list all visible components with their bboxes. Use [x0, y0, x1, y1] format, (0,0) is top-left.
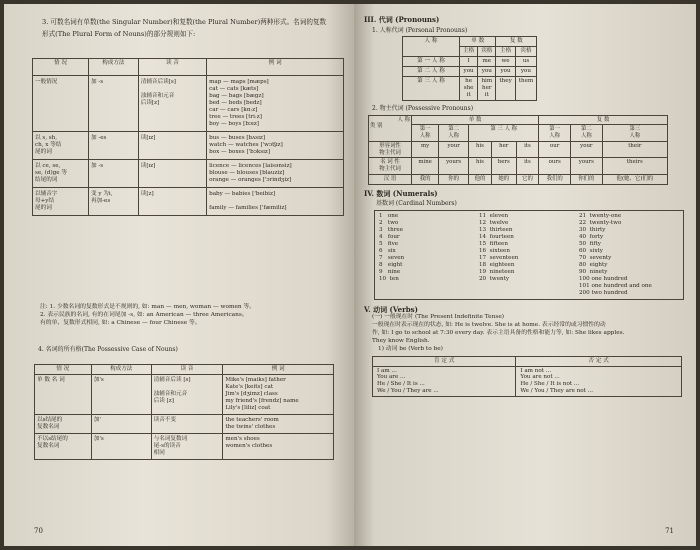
pronoun-cell: you [460, 67, 478, 77]
pronoun-cell: yours [439, 158, 469, 175]
number-item: 90 ninety [579, 268, 608, 275]
col-header-method: 构成方法 [91, 365, 151, 375]
cardinal-numbers-box [374, 210, 684, 300]
person-header: 第 三 人 称 [469, 125, 539, 142]
number-item: 21 twenty-one [579, 212, 622, 219]
pronoun-cell: ours [539, 158, 571, 175]
cell-method: 加 -es [88, 131, 138, 159]
pronoun-cell: your [439, 141, 469, 158]
verbs-title: V. 动词 (Verbs) [364, 304, 418, 314]
number-item: 6 six [379, 247, 396, 254]
number-item: 1 one [379, 212, 399, 219]
cell-examples: map — maps [mæps] cat — cats [kæts] bag — bags [bægz] bed — beds [bedz] car — cars [kɑːz] tree — trees [triːz] boy — boys [bɔɪz] [207, 76, 344, 132]
verb-be-table [372, 356, 682, 398]
number-item: 18 eighteen [479, 261, 515, 268]
pronoun-cell: you [515, 67, 536, 77]
cell-method: 加's [91, 433, 151, 459]
cell-sound: 读音不变 [151, 414, 223, 433]
corner-bottom-label: 类 别 [370, 123, 383, 130]
pronoun-cell: 他(她、它)们的 [602, 174, 667, 184]
plural-heading-line2: 形式(The Plural Form of Nouns)的部分规则如下: [42, 30, 196, 39]
person-header: 第一 人称 [539, 125, 571, 142]
table-row [33, 131, 344, 159]
cell-case: 以 s, sh, ch, x 等结 尾的词 [33, 131, 89, 159]
cell-examples: the teachers' room the twins' clothes [223, 414, 334, 433]
singular-header: 单 数 [460, 37, 496, 47]
possessive-case-table [34, 364, 334, 460]
cell-method: 变 y 为i, 再加-es [88, 187, 138, 215]
number-item: 60 sixty [579, 247, 603, 254]
number-item: 13 thirteen [479, 226, 513, 233]
pronoun-cell: yours [571, 158, 603, 175]
number-item: 100 one hundred [579, 275, 628, 282]
number-item: 3 three [379, 226, 404, 233]
pronoun-cell: 你们的 [571, 174, 603, 184]
number-item: 30 thirty [579, 226, 606, 233]
pronoun-cell: you [496, 67, 515, 77]
pronoun-cell: 它的 [516, 174, 539, 184]
table-row [403, 57, 537, 67]
verb-be-title: 1) 动词 be (Verb to be) [378, 345, 443, 352]
case-header: 宾格 [478, 47, 496, 57]
number-item: 19 nineteen [479, 268, 515, 275]
person-header: 第二 人称 [439, 125, 469, 142]
person-header: 第一 人称 [412, 125, 439, 142]
table-row [369, 158, 668, 175]
cell-examples: baby — babies ['beibiz] family — families ['fæmiliz] [207, 187, 344, 215]
number-item: 11 eleven [479, 212, 509, 219]
cell-case: 以 ce, se, se, (d)ge 等 结尾的词 [33, 159, 89, 187]
row-label: 第 二 人 称 [403, 67, 460, 77]
pronoun-cell: 他的 [469, 174, 492, 184]
number-item: 15 fifteen [479, 240, 508, 247]
number-item: 20 twenty [479, 275, 510, 282]
cell-case: 以辅音字 母+y结 尾的词 [33, 187, 89, 215]
table-row [33, 187, 344, 215]
pronoun-cell: 我的 [412, 174, 439, 184]
cardinal-numbers-title: 基数词 (Cardinal Numbers) [376, 200, 457, 208]
corner-top-label: 人 称 [397, 116, 410, 123]
personal-pronouns-title: 1. 人称代词 (Personal Pronouns) [372, 26, 468, 34]
pronoun-cell: you [478, 67, 496, 77]
number-item: 40 forty [579, 233, 604, 240]
cell-sound: 读[ɪz] [138, 131, 206, 159]
table-header-row [369, 125, 668, 142]
pronoun-cell: 我们的 [539, 174, 571, 184]
col-header-method: 构成方法 [88, 59, 138, 76]
row-label: 汉 语 [369, 174, 412, 184]
cell-examples: bus — buses [bʌsɪz] watch — watches ['wɔtʃɪz] box — boxes ['bɔksɪz] [207, 131, 344, 159]
col-header-case: 情 况 [33, 59, 89, 76]
pronoun-cell: 你的 [439, 174, 469, 184]
case-header: 主格 [496, 47, 515, 57]
possessive-pronouns-title: 2. 物主代词 (Possessive Pronouns) [372, 105, 474, 113]
affirmative-header: 肯 定 式 [373, 356, 516, 366]
cell-case: 以s结尾的 复数名词 [35, 414, 92, 433]
page-number-right: 71 [665, 527, 674, 536]
pronoun-cell: they [496, 77, 515, 101]
table-row [33, 76, 344, 132]
table-row [35, 414, 334, 433]
pronoun-cell: your [571, 141, 603, 158]
cell-case: 单 数 名 词 [35, 374, 92, 414]
book-spread [4, 4, 696, 546]
plural-header: 复 数 [496, 37, 537, 47]
cell-examples: licence — licences [laisənsiz] blouse — blouses [blauziz] orange — oranges ['ɔrindʒiz] [207, 159, 344, 187]
possessive-case-title: 4. 名词的所有格(The Possessive Case of Nouns) [38, 346, 178, 353]
numbers-column [479, 213, 579, 297]
pronoun-cell: I [460, 57, 478, 67]
pronoun-cell: its [516, 141, 539, 158]
pronoun-cell: he she it [460, 77, 478, 101]
affirmative-forms: I am ... You are ... He / She / It is ... We / You / They are ... [373, 366, 516, 397]
pronouns-title: III. 代词 (Pronouns) [364, 15, 440, 24]
cell-sound: 读[ɪz] [138, 159, 206, 187]
number-item: 14 fourteen [479, 233, 514, 240]
number-item: 22 twenty-two [579, 219, 622, 226]
table-row [403, 77, 537, 101]
number-item: 2 two [379, 219, 399, 226]
table-header-row [33, 59, 344, 76]
pronoun-cell: our [539, 141, 571, 158]
number-item: 70 seventy [579, 254, 612, 261]
pronoun-cell: their [602, 141, 667, 158]
case-header: 主格 [460, 47, 478, 57]
pronoun-cell: its [516, 158, 539, 175]
table-row [369, 174, 668, 184]
negative-header: 否 定 式 [516, 356, 682, 366]
pronoun-cell: me [478, 57, 496, 67]
present-tense-title: (一) 一般现在时 (The Present Indefinite Tense) [372, 314, 505, 321]
col-header-examples: 例 词 [223, 365, 334, 375]
plural-notes: 注: 1. 少数名词的复数形式是不规则的, 如: man — men, woman — women 等。 2. 表示民族的名词, 有的在词尾加 -s, 如: an American — three Americans。 有的单、复数形式相同, 如: a Chinese — four Chinese 等。 [40, 304, 256, 326]
number-item: 200 two hundred [579, 289, 628, 296]
col-header-examples: 例 词 [207, 59, 344, 76]
cell-case: 不以s结尾的 复数名词 [35, 433, 92, 459]
person-header: 第二 人称 [571, 125, 603, 142]
corner-cell [369, 115, 412, 141]
singular-header: 单 数 [412, 115, 539, 125]
table-row [35, 374, 334, 414]
number-item: 17 seventeen [479, 254, 519, 261]
number-item: 101 one hundred and one [579, 282, 652, 289]
table-header-row [403, 37, 537, 47]
pronoun-cell: his [469, 141, 492, 158]
cell-method: 加' [91, 414, 151, 433]
cell-examples: Mike's [maiks] father Kate's [keits] cat Jim's [dʒimz] class my friend's [frendz] name Lily's [liliz] coat [223, 374, 334, 414]
pronoun-cell: 她的 [491, 174, 516, 184]
table-header-row [373, 356, 682, 366]
table-row [35, 433, 334, 459]
number-item: 50 fifty [579, 240, 601, 247]
case-header: 宾格 [515, 47, 536, 57]
col-header-case: 情 况 [35, 365, 92, 375]
plural-heading-line1: 3. 可数名词有单数(the Singular Number)和复数(the Plural Number)两种形式。名词的复数 [42, 18, 327, 26]
cell-sound: 与名词复数词 尾-s的读音 相同 [151, 433, 223, 459]
number-item: 9 nine [379, 268, 401, 275]
pronoun-cell: my [412, 141, 439, 158]
pronoun-cell: them [515, 77, 536, 101]
table-row [403, 67, 537, 77]
cell-sound: 清辅音后读 [s] 浊辅音和元音 后读 [z] [151, 374, 223, 414]
negative-forms: I am not ... You are not ... He / She / It is not ... We / You / They are not ... [516, 366, 682, 397]
row-label: 第 三 人 称 [403, 77, 460, 101]
plural-header: 复 数 [539, 115, 668, 125]
personal-pronouns-table [402, 36, 537, 101]
number-item: 4 four [379, 233, 400, 240]
table-header-row [35, 365, 334, 375]
table-row [373, 366, 682, 397]
row-label: 第 一 人 称 [403, 57, 460, 67]
row-label: 形容词性 物主代词 [369, 141, 412, 158]
col-header-sound: 读 音 [138, 59, 206, 76]
table-row [33, 159, 344, 187]
pronoun-cell: her [491, 141, 516, 158]
cell-sound: 读[z] [138, 187, 206, 215]
number-item: 7 seven [379, 254, 405, 261]
number-item: 12 twelve [479, 219, 509, 226]
number-item: 10 ten [379, 275, 399, 282]
possessive-pronouns-table [368, 115, 668, 185]
pronoun-cell: theirs [602, 158, 667, 175]
number-item: 16 sixteen [479, 247, 510, 254]
cell-method: 加 -s [88, 76, 138, 132]
present-tense-body: 一般现在时表示现在的状态, 如: He is twelve. She is at home. 表示经常的或习惯性的动 作, 如: I go to school at 7:30 every day. 表示主语具备的性格和能力等, 如: She likes apples. They know English. [372, 322, 625, 344]
number-item: 80 eighty [579, 261, 608, 268]
table-header-row [369, 115, 668, 125]
corner-cell: 人 称 [403, 37, 460, 57]
pronoun-cell: us [515, 57, 536, 67]
number-item: 5 five [379, 240, 399, 247]
row-label: 名 词 性 物主代词 [369, 158, 412, 175]
right-page [354, 4, 696, 546]
cell-method: 加's [91, 374, 151, 414]
numerals-title: IV. 数词 (Numerals) [364, 188, 438, 198]
pronoun-cell: his [469, 158, 492, 175]
cell-sound: 清辅音后读[s] 浊辅音和元音 后读[z] [138, 76, 206, 132]
pronoun-cell: him her it [478, 77, 496, 101]
cell-examples: men's shoes women's clothes [223, 433, 334, 459]
cell-method: 加 -s [88, 159, 138, 187]
col-header-sound: 读 音 [151, 365, 223, 375]
person-header: 第三 人称 [602, 125, 667, 142]
cell-case: 一般情况 [33, 76, 89, 132]
page-number-left: 70 [34, 527, 43, 536]
pronoun-cell: we [496, 57, 515, 67]
numbers-column [579, 213, 679, 297]
number-item: 8 eight [379, 261, 403, 268]
table-row [369, 141, 668, 158]
pronoun-cell: hers [491, 158, 516, 175]
numbers-column [379, 213, 479, 297]
left-page [4, 4, 354, 546]
pronoun-cell: mine [412, 158, 439, 175]
plural-rules-table [32, 58, 344, 216]
